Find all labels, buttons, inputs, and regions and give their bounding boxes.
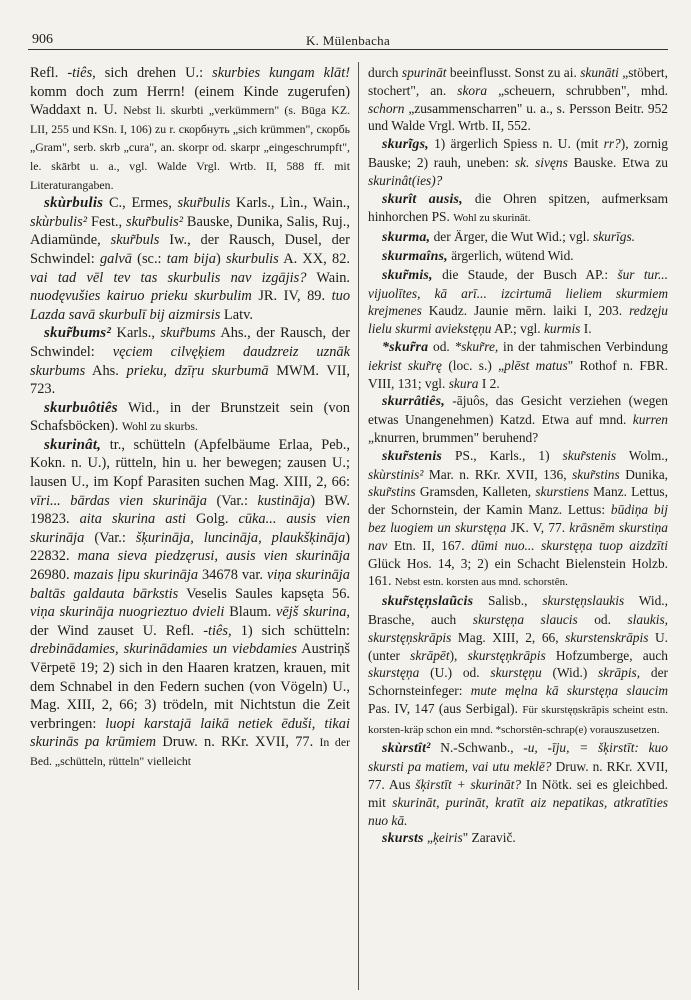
italic-text: schorn <box>368 100 405 116</box>
italic-text: būdiņa bij bez luogiem un skurstęņa <box>368 502 668 535</box>
dictionary-entry <box>30 436 350 771</box>
entry-text: in der tahmischen Verbindung <box>498 338 668 354</box>
entry-text: durch <box>368 65 402 80</box>
headword: skursts <box>382 831 424 847</box>
entry-text: Mar. n. RKr. XVII, 136, <box>423 466 573 482</box>
headword: skurbuôtiês <box>44 399 118 416</box>
italic-text: iekrist skur̃rę <box>368 357 442 373</box>
etymology-note: Nebst li. skurbti „verkümmern" (s. Būga KZ. LII, 255 und KSn. I, 106) zu r. скорбнуть „sich krümmen", скорбь „Gram", serb. skrb „cura", an. skorpr od. skarpr „eingeschrumpft", le. skārbt u. a., vgl. Walde Vrgl. Wrtb. II, 588 ff. mit Literaturangaben. <box>30 103 350 192</box>
dictionary-entry <box>368 135 668 189</box>
dictionary-entry <box>368 829 668 848</box>
italic-text: prieku, dzīŗu skurbumā <box>126 362 269 379</box>
italic-text: vai tad vēl tev tas skurbulis nav izgājis? <box>30 269 307 286</box>
italic-text: skurstęņa <box>368 665 420 681</box>
entry-text: I 2. <box>478 375 500 391</box>
italic-text: kustināja <box>257 492 311 509</box>
headword: skurma, <box>382 230 431 246</box>
entry-text: der Ärger, die Wut Wid.; vgl. <box>430 229 593 245</box>
italic-text: šur tur... vijuolītes, kā arī... izcirtumā lieliem skurmiem krejmenes <box>368 266 668 319</box>
italic-text: skurstęņslaukis <box>542 593 625 609</box>
italic-text: ķeiris <box>432 830 463 846</box>
etymology-note: Nebst estn. korsten aus mnd. schorstên. <box>394 576 568 589</box>
italic-text: galvā <box>99 250 132 267</box>
headword: skur̃mis, <box>382 267 433 283</box>
entry-text: N.-Schwanb., <box>430 740 524 756</box>
entry-text: (Var.: <box>206 492 258 509</box>
entry-text: „knurren, brummen" beruhend? <box>368 429 539 445</box>
entry-text: Salisb., <box>473 593 543 609</box>
dictionary-entry <box>368 447 668 592</box>
headword: skur̃stęņslaũcis <box>382 594 474 610</box>
dictionary-entry <box>368 338 668 392</box>
entry-text: Bauske, Dunika, Salis, Ruj., Adiamünde, <box>30 213 350 249</box>
italic-text: skora <box>457 82 488 98</box>
italic-text: cūka... ausis vien skurināja <box>30 511 350 546</box>
entry-text: Pas. IV, 147 (aus Serbigal). <box>368 700 523 716</box>
italic-text: šķirstīt + skurināt? <box>415 777 522 793</box>
entry-text: Fest., <box>87 213 126 230</box>
headword: skur̃stenis <box>382 448 443 464</box>
entry-text: „zusammenscharren" u. a., s. Persson Beitr. 952 und Walde Vrgl. Wrtb. II, 552. <box>368 100 668 134</box>
dictionary-entry <box>368 190 668 229</box>
italic-text: skrāpis, <box>598 665 641 681</box>
entry-text: -ājuôs, das Gesicht verziehen (wegen etwas Unangenehmen) Katzd. Etwa auf mnd. <box>368 393 668 428</box>
etymology-note: Für skurstęņskrāpis scheint estn. korsten-kräp schon ein mnd. *schorstên-schrap(e) vorauszusetzen. <box>368 703 668 736</box>
entry-text: beeinflusst. Sonst zu ai. <box>446 65 581 80</box>
entry-text: (Var.: <box>84 529 136 546</box>
italic-text: mana sieva piedzęrusi, ausis vien skurināja <box>77 548 350 565</box>
italic-text: skurstiens <box>535 484 589 500</box>
entry-text: 34678 var. <box>198 567 267 584</box>
entry-text: „scheuern, schrubben", mhd. <box>487 82 668 98</box>
entry-text: der Wind zauset U. Refl. <box>30 622 204 639</box>
entry-text: JR. IV, 89. <box>251 288 332 305</box>
entry-text: Hofzumberge, auch <box>545 647 668 663</box>
entry-text: (loc. s.) „ <box>442 357 505 373</box>
italic-text: skurstęņkrāpis <box>467 647 546 663</box>
entry-text: Wid., Brasche, auch <box>368 593 668 627</box>
entry-text: Etn. II, 167. <box>387 537 472 553</box>
entry-text: Manz. Lettus, der Schornstein, der Kamin Manz. Lettus: <box>368 484 668 518</box>
entry-text: MWM. VII, 723. <box>30 362 350 398</box>
left-column <box>30 64 350 992</box>
entry-text: sich drehen U.: <box>95 65 213 81</box>
italic-text: tuo Lazda savā skurbulī bij aizmirsis <box>30 288 350 323</box>
entry-continuation <box>368 64 668 135</box>
entry-text: 1) ärgerlich Spiess n. U. (mit <box>428 136 604 152</box>
entry-text: " Rothof n. FBR. VIII, 131; vgl. <box>368 357 668 391</box>
entry-text: ärgerlich, wütend Wid. <box>447 247 574 263</box>
entry-text: Wid., in der Brunstzeit sein (von Schafsböcken). <box>30 399 350 435</box>
etymology-note: Wohl zu skurināt. <box>453 212 531 225</box>
italic-text: slaukis, skurstęņskrāpis <box>368 611 668 645</box>
italic-text: aita skurina asti <box>79 511 187 528</box>
entry-continuation <box>30 64 350 194</box>
italic-text: skurbies kungam klāt! <box>212 65 350 81</box>
entry-text: Ahs. <box>85 362 127 379</box>
entry-text: Refl. <box>30 65 68 81</box>
dictionary-entry <box>30 324 350 398</box>
dictionary-entry <box>368 592 668 739</box>
italic-text: skurināt, purināt, kratīt aiz nepatikas, atkratīties nuo kā. <box>368 794 668 828</box>
entry-text: Veselis Saules kapsęta 56. <box>178 585 350 602</box>
headword: skurît ausis, <box>382 191 463 207</box>
italic-text: kurren <box>632 412 668 428</box>
italic-text: skur̃stenis <box>562 447 617 463</box>
entry-text: od. <box>577 611 628 627</box>
dictionary-entry <box>368 247 668 266</box>
entry-text: die Staude, der Busch AP.: <box>432 266 618 282</box>
italic-text: skunāti <box>580 65 619 80</box>
entry-text: ), <box>449 647 468 663</box>
entry-text: Mag. XIII, 2, 66, <box>451 629 566 645</box>
headword: skurĩgs, <box>382 137 429 153</box>
italic-text: skurinât(ies)? <box>368 172 443 188</box>
entry-text: C., Ermes, <box>103 195 178 212</box>
entry-text: Golg. <box>186 511 239 528</box>
italic-text: skrāpēt <box>410 647 450 663</box>
italic-text: skur̃bums <box>160 325 216 342</box>
italic-text: viņa skurināja nuogrieztuo dvieli <box>30 604 225 621</box>
italic-text: nuodęvušies kairuo prieku skurbulim <box>30 288 252 305</box>
headword: skùrstît² <box>382 741 431 757</box>
italic-text: vīri... bārdas vien skurināja <box>30 492 207 509</box>
italic-text: -u, -īju, = šķirstīt: <box>523 740 639 756</box>
dictionary-entry <box>368 392 668 446</box>
headword: skùrbulis <box>44 195 104 212</box>
italic-text: skur̃bulis <box>177 195 231 212</box>
entry-text: Blaum. <box>224 604 277 621</box>
right-column <box>368 64 668 992</box>
dictionary-entry <box>30 399 350 436</box>
entry-text: Wolm., <box>616 447 668 463</box>
dictionary-entry <box>368 739 668 829</box>
italic-text: redzęju lielu skurmi aviekstęņu <box>368 303 668 337</box>
italic-text: drebinādamies, skurinādamies un viebdamies <box>30 641 297 658</box>
entry-text: Latv. <box>220 306 253 323</box>
italic-text: skurbulis <box>225 250 279 267</box>
entry-text: ) 22832. <box>30 529 350 565</box>
entry-text: U. (unter <box>368 629 668 663</box>
entry-text: (sc.: <box>131 250 167 267</box>
entry-text: komm doch zum Herrn! (einem Kinde zugerufen) Waddaxt n. U. <box>30 83 350 119</box>
italic-text: skurstęņu <box>490 665 542 681</box>
entry-text: Druw. n. RKr. XVII, 77. <box>156 734 320 751</box>
etymology-note: In der Bed. „schütteln, rütteln" vielleicht <box>30 735 350 768</box>
entry-text: Wain. <box>306 269 350 286</box>
entry-text: AP.; vgl. <box>491 321 544 337</box>
entry-text: 1) sich schütteln: <box>231 622 350 639</box>
italic-text: skur̃stins <box>368 484 416 500</box>
entry-text: I. <box>580 321 592 337</box>
entry-text: " Zaravič. <box>462 830 516 846</box>
entry-text: (U.) od. <box>419 665 491 681</box>
italic-text: tam bija <box>166 250 216 267</box>
entry-text: (Wid.) <box>541 665 599 681</box>
page-number: 906 <box>32 32 53 47</box>
header-rule <box>28 49 668 50</box>
entry-text: Austriņš Vērpetē 19; 2) sich in den Haaren kratzen, krauen, mit dem Schnabel in den Federn suchen (von Vögeln) U., Mag. XIII, 2, 66; 3) trödeln, mit Nichtstun die Zeit verbringen: <box>30 641 350 732</box>
dictionary-entry <box>30 194 350 324</box>
italic-text: skùrstinis² <box>368 466 424 482</box>
entry-text: Dunika, <box>619 466 668 482</box>
entry-text: Ahs., der Rausch, der Schwindel: <box>30 325 350 360</box>
italic-text: skur̃bulis² <box>125 213 184 230</box>
italic-text: rr? <box>603 136 621 152</box>
italic-text: sk. sivęns <box>514 154 568 170</box>
entry-text: Glück Hos. 14, 3; 2) ein Schacht Bielenstein Holzb. 161. <box>368 555 668 589</box>
italic-text: kuo skursti pa matiem, vai utu meklē? <box>368 740 668 775</box>
italic-text: kurmis <box>543 321 581 337</box>
entry-text: Gramsden, Kalleten, <box>415 484 536 500</box>
entry-text <box>639 740 649 755</box>
headword: skurmaîns, <box>382 248 448 264</box>
italic-text: mazais ļipu skurināja <box>73 567 199 584</box>
entry-text: PS., Karls., 1) <box>442 447 563 463</box>
entry-text: Karls., <box>111 325 161 342</box>
entry-text: Druw. n. RKr. XVII, 77. Aus <box>368 759 668 793</box>
italic-text: skurstenskrāpis <box>565 629 649 645</box>
italic-text: skurstęņa slaucis <box>472 611 578 627</box>
entry-text: die Ohren spitzen, aufmerksam hinhorchen PS. <box>368 190 668 225</box>
running-head: K. Mülenbacha <box>305 33 391 48</box>
entry-text: In Nötk. sei es gleichbed. mit <box>368 777 668 810</box>
entry-text: Bauske. Etwa zu <box>567 154 668 170</box>
dictionary-entry <box>368 266 668 338</box>
entry-text: ) BW. 19823. <box>30 492 350 528</box>
italic-text: spurināt <box>401 65 447 80</box>
entry-text: ) <box>215 250 226 267</box>
italic-text: vējš skurina, <box>276 604 350 621</box>
italic-text: skurīgs. <box>592 229 636 245</box>
entry-text: Iw., der Rausch, Dusel, der Schwindel: <box>30 232 350 267</box>
entry-text: JK. V, 77. <box>506 519 570 535</box>
entry-text: Karls., Lìn., Wain., <box>230 195 350 212</box>
italic-text: *skur̃re, <box>454 338 499 354</box>
entry-text: tr., schütteln (Apfelbäume Erlaa, Peb., Kokn. n. U.), rütteln, hin u. her bewegen; zausen U.; lausen U., im Kopf Parasiten suchen Mag. XIII, 2, 66: <box>30 436 350 491</box>
italic-text: krāsnēm skurstiņa nav <box>368 519 668 553</box>
entry-text: A. XX, 82. <box>278 250 350 267</box>
italic-text: -tiês, <box>203 622 232 639</box>
entry-text: ), zornig Bauske; 2) rauh, uneben: <box>368 136 668 170</box>
dictionary-entry <box>368 228 668 247</box>
entry-text: Kaudz. Jaunie mērn. laiki I, 203. <box>421 303 630 319</box>
italic-text: mute męlna kā skurstęņa slaucim <box>470 683 668 699</box>
italic-text: skur̃buls <box>110 232 160 249</box>
entry-text: „stöbert, stochert", an. <box>368 65 668 98</box>
headword: *skur̃ra <box>382 339 429 355</box>
entry-text: od. <box>428 338 455 354</box>
italic-text: viņa skurināja baltās galdauta bārkstis <box>30 567 350 602</box>
italic-text: skùrbulis² <box>30 213 88 230</box>
italic-text: skur̃stins <box>572 466 620 482</box>
etymology-note: Wohl zu skurbs. <box>121 419 198 434</box>
italic-text: skura <box>448 375 479 391</box>
italic-text: vęciem cilvęķiem daudzreiz uznāk skurbums <box>30 343 350 379</box>
headword: skurrâtiês, <box>382 394 445 410</box>
italic-text: dūmi nuo... skurstęņa tuop aizdzīti <box>471 537 668 553</box>
headword: skur̃bums² <box>44 325 112 342</box>
headword: skurinât, <box>44 436 102 453</box>
column-divider <box>358 62 359 990</box>
italic-text: plēst matus <box>504 357 568 373</box>
entry-text: der Schornsteinfeger: <box>368 665 668 699</box>
italic-text: -tiês, <box>67 65 96 81</box>
entry-text: 26980. <box>30 567 74 584</box>
page-header <box>28 22 668 48</box>
entry-text: „ <box>423 830 433 846</box>
italic-text: šķurināja, luncināja, plaukšķināja <box>135 529 346 546</box>
italic-text: luopi karstajā laikā netiek ēduši, tikai skurinās pa krūmiem <box>30 715 350 751</box>
